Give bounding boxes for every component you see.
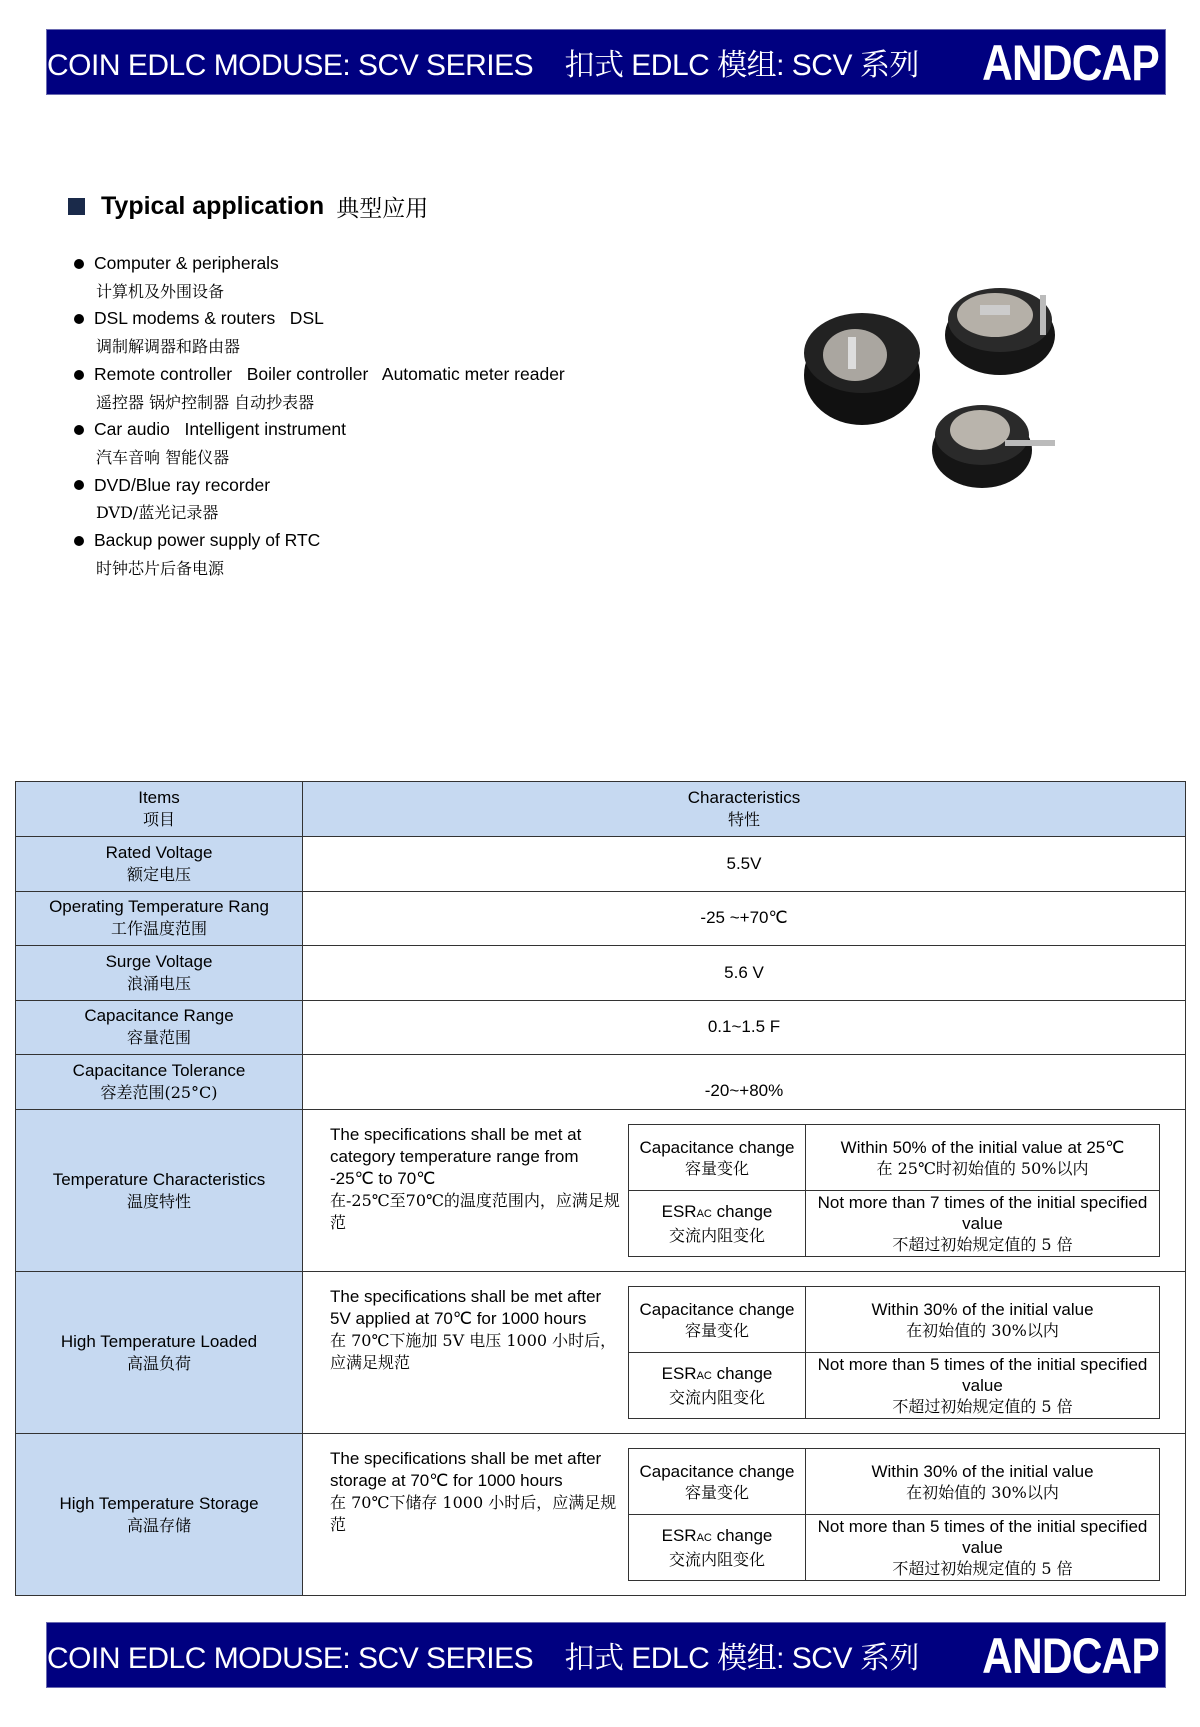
application-item	[74, 250, 565, 278]
criteria-label	[629, 1191, 806, 1257]
table-row	[16, 891, 1186, 946]
esr-subscript: AC	[696, 1370, 712, 1382]
value-cell	[303, 891, 1186, 946]
item-cell	[16, 1110, 303, 1272]
label-cn: 容量变化	[684, 1320, 749, 1340]
value-text: -25 ~+70℃	[700, 908, 788, 928]
table-row	[16, 1110, 1186, 1272]
test-description	[330, 1448, 620, 1536]
desc-cn: 在 70℃下储存 1000 小时后，应满足规范	[330, 1493, 617, 1534]
application-en: Backup power supply of RTC	[94, 530, 321, 551]
desc-en: The specifications shall be met at category temperature range from -25℃ to 70℃	[330, 1125, 582, 1188]
test-spec-cell	[303, 1434, 1186, 1596]
brand-logo: ANDCAP	[982, 35, 1159, 91]
value-en: Not more than 5 times of the initial specified value	[817, 1517, 1148, 1557]
criteria-value	[806, 1191, 1160, 1257]
item-en: High Temperature Storage	[59, 1493, 259, 1513]
criteria-row	[629, 1515, 1160, 1581]
section-title-cn: 典型应用	[336, 196, 429, 222]
value-cn: 不超过初始规定值的 5 倍	[892, 1559, 1073, 1578]
value-text: 5.6 V	[724, 962, 764, 982]
item-en: Operating Temperature Rang	[49, 897, 269, 917]
esr-subscript: AC	[696, 1208, 712, 1220]
criteria-label	[629, 1125, 806, 1191]
header-text: Items	[138, 788, 180, 807]
desc-en: The specifications shall be met after storage at 70℃ for 1000 hours	[330, 1449, 602, 1490]
items-header	[16, 782, 303, 837]
section-title-en: Typical application	[101, 192, 325, 220]
application-item	[74, 527, 565, 555]
table-row	[16, 1055, 1186, 1110]
characteristics-table	[15, 781, 1186, 1596]
criteria-table	[628, 1286, 1160, 1419]
value-cell	[303, 1000, 1186, 1055]
brand-logo: ANDCAP	[982, 1628, 1159, 1684]
item-cn: 工作温度范围	[110, 919, 207, 939]
application-item	[74, 472, 565, 500]
test-spec-cell	[303, 1272, 1186, 1434]
application-cn: 时钟芯片后备电源	[96, 558, 225, 578]
test-description	[330, 1286, 620, 1374]
application-list	[74, 250, 565, 582]
criteria-row	[629, 1449, 1160, 1515]
application-en: DVD/Blue ray recorder	[94, 474, 271, 495]
application-en: DSL modems & routers DSL	[94, 308, 324, 329]
footer-title: COIN EDLC MODUSE: SCV SERIES 扣式 EDLC 模组: SCV 系列	[47, 1642, 919, 1675]
value-en: Within 30% of the initial value	[871, 1299, 1094, 1319]
criteria-table	[628, 1124, 1160, 1257]
test-spec-cell	[303, 1110, 1186, 1272]
table-row	[16, 837, 1186, 892]
value-cn: 在初始值的 30%以内	[906, 1320, 1059, 1340]
criteria-label	[629, 1353, 806, 1419]
item-cell	[16, 946, 303, 1001]
esr-text: ESR	[661, 1526, 697, 1545]
item-cell	[16, 1000, 303, 1055]
value-en: Within 50% of the initial value at 25℃	[840, 1137, 1125, 1157]
label-cn: 交流内阻变化	[668, 1226, 765, 1245]
value-text: -20~+80%	[704, 1081, 784, 1100]
item-cn: 高温存储	[126, 1515, 191, 1535]
desc-en: The specifications shall be met after 5V applied at 70℃ for 1000 hours	[330, 1287, 602, 1328]
square-bullet-icon	[68, 198, 85, 215]
value-cn: 不超过初始规定值的 5 倍	[892, 1397, 1073, 1416]
desc-cn: 在-25℃至70℃的温度范围内，应满足规范	[330, 1191, 620, 1232]
esr-text: ESR	[661, 1202, 697, 1221]
value-en: Not more than 7 times of the initial specified value	[817, 1193, 1148, 1233]
item-en: Rated Voltage	[105, 842, 213, 862]
bullet-icon	[74, 314, 84, 324]
characteristics-header	[303, 782, 1186, 837]
label-en: Capacitance change	[639, 1137, 795, 1157]
item-cell	[16, 837, 303, 892]
item-cn: 高温负荷	[126, 1353, 191, 1373]
value-cn: 在 25℃时初始值的 50%以内	[876, 1158, 1089, 1178]
item-cell	[16, 1272, 303, 1434]
esr-change-text: change	[716, 1202, 773, 1221]
criteria-table	[628, 1448, 1160, 1581]
item-cn: 温度特性	[126, 1191, 191, 1211]
value-cn: 不超过初始规定值的 5 倍	[892, 1235, 1073, 1254]
header-text: 特性	[727, 810, 760, 829]
label-cn: 容量变化	[684, 1482, 749, 1502]
item-en: Temperature Characteristics	[52, 1169, 266, 1189]
value-cell	[303, 837, 1186, 892]
label-cn: 交流内阻变化	[668, 1550, 765, 1569]
bullet-icon	[74, 536, 84, 546]
item-cn: 浪涌电压	[126, 973, 191, 993]
bullet-icon	[74, 370, 84, 380]
application-item	[74, 416, 565, 444]
table-row	[16, 1000, 1186, 1055]
application-item	[74, 361, 565, 389]
label-en: Capacitance change	[639, 1299, 795, 1319]
application-en: Remote controller Boiler controller Automatic meter reader	[94, 363, 565, 384]
application-cn: 遥控器 锅炉控制器 自动抄表器	[96, 392, 315, 412]
value-text: 5.5V	[726, 853, 762, 873]
criteria-value	[806, 1125, 1160, 1191]
esr-subscript: AC	[696, 1532, 712, 1544]
value-cell	[303, 946, 1186, 1001]
criteria-value	[806, 1353, 1160, 1419]
item-cell	[16, 1434, 303, 1596]
desc-cn: 在 70℃下施加 5V 电压 1000 小时后，应满足规范	[330, 1331, 617, 1372]
criteria-label	[629, 1287, 806, 1353]
criteria-value	[806, 1449, 1160, 1515]
item-cn: 容差范围(25°C)	[100, 1083, 218, 1102]
criteria-value	[806, 1287, 1160, 1353]
table-row	[16, 1434, 1186, 1596]
value-en: Within 30% of the initial value	[871, 1461, 1094, 1481]
value-text: 0.1~1.5 F	[707, 1017, 781, 1037]
application-item	[74, 305, 565, 333]
table-header-row	[16, 782, 1186, 837]
item-cell	[16, 891, 303, 946]
section-heading	[68, 190, 428, 223]
label-en: Capacitance change	[639, 1461, 795, 1481]
table-row	[16, 1272, 1186, 1434]
application-cn: DVD/蓝光记录器	[96, 503, 219, 523]
value-cell	[303, 1055, 1186, 1110]
application-cn: 计算机及外围设备	[96, 281, 225, 301]
item-cn: 容量范围	[126, 1028, 191, 1048]
esr-change-text: change	[716, 1526, 773, 1545]
criteria-row	[629, 1287, 1160, 1353]
header-title: COIN EDLC MODUSE: SCV SERIES 扣式 EDLC 模组: SCV 系列	[47, 49, 919, 82]
application-en: Car audio Intelligent instrument	[94, 419, 346, 440]
value-en: Not more than 5 times of the initial specified value	[817, 1355, 1148, 1395]
criteria-value	[806, 1515, 1160, 1581]
test-description	[330, 1124, 620, 1234]
item-cn: 额定电压	[126, 864, 191, 884]
item-cell	[16, 1055, 303, 1110]
bullet-icon	[74, 480, 84, 490]
criteria-row	[629, 1191, 1160, 1257]
criteria-label	[629, 1449, 806, 1515]
application-cn: 汽车音响 智能仪器	[96, 447, 230, 467]
label-cn: 交流内阻变化	[668, 1388, 765, 1407]
criteria-row	[629, 1353, 1160, 1419]
product-photo	[800, 275, 1120, 520]
header-text: 项目	[142, 810, 175, 829]
capacitor-bottom-right	[932, 405, 1055, 488]
criteria-row	[629, 1125, 1160, 1191]
value-cn: 在初始值的 30%以内	[906, 1482, 1059, 1502]
bullet-icon	[74, 259, 84, 269]
application-cn: 调制解调器和路由器	[96, 337, 241, 357]
application-en: Computer & peripherals	[94, 253, 279, 273]
esr-change-text: change	[716, 1364, 773, 1383]
capacitor-large	[804, 313, 920, 425]
item-en: Capacitance Tolerance	[72, 1061, 246, 1080]
bullet-icon	[74, 425, 84, 435]
esr-text: ESR	[661, 1364, 697, 1383]
footer-banner	[46, 1622, 1166, 1688]
item-en: Surge Voltage	[105, 951, 213, 971]
header-text: Characteristics	[687, 788, 801, 807]
criteria-label	[629, 1515, 806, 1581]
label-cn: 容量变化	[684, 1158, 749, 1178]
item-en: High Temperature Loaded	[60, 1331, 258, 1351]
table-row	[16, 946, 1186, 1001]
header-banner	[46, 29, 1166, 95]
capacitor-top-right	[945, 288, 1055, 375]
item-en: Capacitance Range	[84, 1006, 234, 1026]
